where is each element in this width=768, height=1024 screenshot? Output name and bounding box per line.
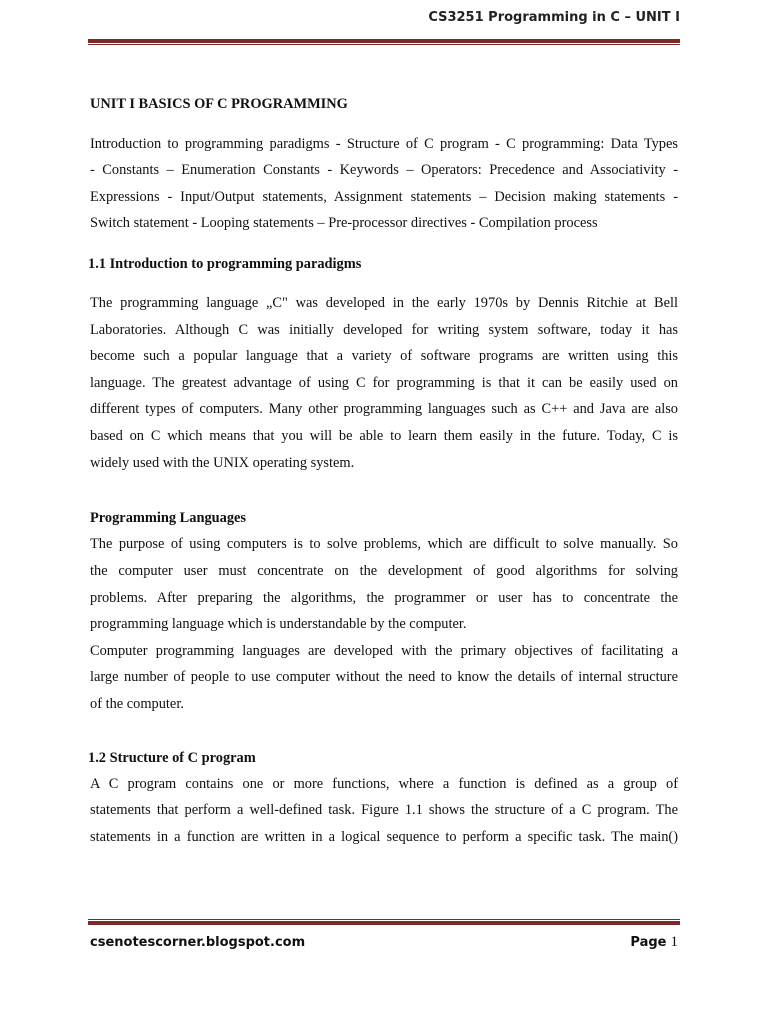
paragraph-line: become such a popular language that a variety of software programs are written using this — [90, 348, 678, 364]
footer-rule — [88, 919, 680, 925]
paragraph-line: problems. After preparing the algorithms, the programmer or user has to concentrate the — [90, 590, 678, 606]
section-heading-1-2: 1.2 Structure of C program — [88, 750, 256, 766]
header-rule — [88, 39, 680, 45]
paragraph-line: The purpose of using computers is to solve problems, which are difficult to solve manually. So — [90, 536, 678, 552]
footer-page-label: Page — [630, 935, 667, 950]
paragraph-line: Computer programming languages are developed with the primary objectives of facilitating a — [90, 643, 678, 659]
paragraph-line: statements in a function are written in a logical sequence to perform a specific task. The main() — [90, 829, 678, 845]
footer-page-number — [630, 934, 678, 951]
paragraph-line: A C program contains one or more functions, where a function is defined as a group of — [90, 776, 678, 792]
paragraph-line: based on C which means that you will be able to learn them easily in the future. Today, C is — [90, 428, 678, 444]
paragraph-line: programming language which is understandable by the computer. — [90, 616, 467, 632]
footer-site: csenotescorner.blogspot.com — [90, 935, 306, 950]
subheading-programming-languages: Programming Languages — [90, 510, 247, 526]
paragraph-line: language. The greatest advantage of using C for programming is that it can be easily used on — [90, 375, 678, 391]
paragraph-line: Laboratories. Although C was initially developed for writing system software, today it has — [90, 322, 678, 338]
footer-page-num: 1 — [670, 934, 678, 950]
syllabus-line: Introduction to programming paradigms - Structure of C program - C programming: Data Types — [90, 136, 678, 152]
paragraph-line: The programming language „C" was developed in the early 1970s by Dennis Ritchie at Bell — [90, 295, 678, 311]
syllabus-line: Switch statement - Looping statements – Pre-processor directives - Compilation process — [90, 215, 598, 231]
paragraph-line: of the computer. — [90, 696, 184, 712]
syllabus-line: - Constants – Enumeration Constants - Keywords – Operators: Precedence and Associativity - — [90, 162, 678, 178]
syllabus-line: Expressions - Input/Output statements, Assignment statements – Decision making statements - — [90, 189, 678, 205]
paragraph-line: large number of people to use computer without the need to know the details of internal structure — [90, 669, 678, 685]
paragraph-line: statements that perform a well-defined task. Figure 1.1 shows the structure of a C program. The — [90, 802, 678, 818]
unit-title: UNIT I BASICS OF C PROGRAMMING — [90, 96, 348, 112]
header-course-title: CS3251 Programming in C – UNIT I — [428, 10, 680, 25]
paragraph-line: the computer user must concentrate on the development of good algorithms for solving — [90, 563, 678, 579]
paragraph-line: widely used with the UNIX operating system. — [90, 455, 355, 471]
paragraph-line: different types of computers. Many other programming languages such as C++ and Java are also — [90, 401, 678, 417]
section-heading-1-1: 1.1 Introduction to programming paradigms — [88, 256, 362, 272]
